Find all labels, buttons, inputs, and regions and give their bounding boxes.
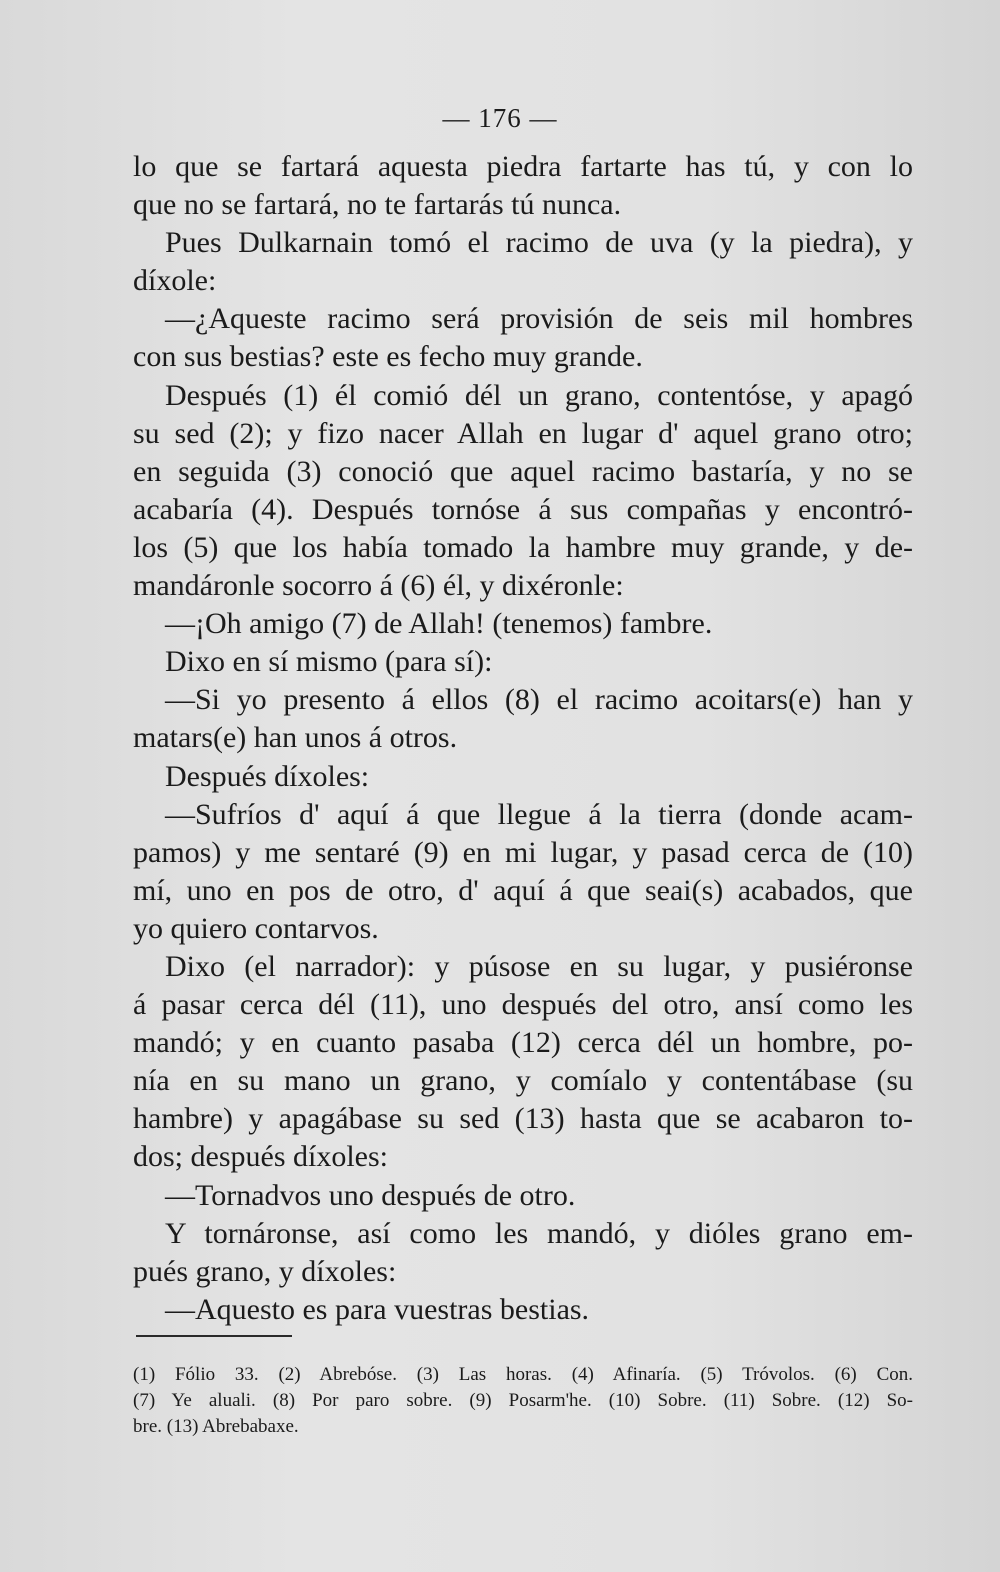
text-line: matars(e) han unos á otros. <box>133 721 458 755</box>
text-line: hambre) y apagábase su sed (13) hasta que se acabaron to- <box>133 1102 913 1136</box>
text-line: acabaría (4). Después tornóse á sus compañas y encontró- <box>133 492 913 526</box>
footnotes <box>133 1362 913 1440</box>
text-line: —Tornadvos uno después de otro. <box>165 1178 576 1212</box>
text-line: —¡Oh amigo (7) de Allah! (tenemos) fambre. <box>165 607 713 641</box>
text-line: su sed (2); y fizo nacer Allah en lugar d' aquel grano otro; <box>133 416 913 450</box>
text-line: Y tornáronse, así como les mandó, y dióles grano em- <box>165 1216 913 1250</box>
text-line: pamos) y me sentaré (9) en mi lugar, y pasad cerca de (10) <box>133 835 913 869</box>
text-line: Después díxoles: <box>165 759 370 793</box>
text-line: —¿Aqueste racimo será provisión de seis mil hombres <box>165 302 913 336</box>
text-line: —Sufríos d' aquí á que llegue á la tierra (donde acam- <box>165 797 913 831</box>
footnote-line: (7) Ye aluali. (8) Por paro sobre. (9) Posarm'he. (10) Sobre. (11) Sobre. (12) So- <box>133 1390 913 1411</box>
body-text <box>133 148 913 1329</box>
footnote-divider <box>136 1335 292 1337</box>
text-line: mandó; y en cuanto pasaba (12) cerca dél un hombre, po- <box>133 1026 913 1060</box>
text-line: Pues Dulkarnain tomó el racimo de uva (y la piedra), y <box>165 226 913 260</box>
footnote-line: (1) Fólio 33. (2) Abrebóse. (3) Las horas. (4) Afinaría. (5) Tróvolos. (6) Con. <box>133 1364 913 1385</box>
text-line: —Si yo presento á ellos (8) el racimo acoitars(e) han y <box>165 683 913 717</box>
text-line: Dixo (el narrador): y púsose en su lugar, y pusiéronse <box>165 949 913 983</box>
text-line: —Aquesto es para vuestras bestias. <box>165 1292 590 1326</box>
text-line: pués grano, y díxoles: <box>133 1254 397 1288</box>
text-line: que no se fartará, no te fartarás tú nunca. <box>133 188 622 222</box>
text-line: mí, uno en pos de otro, d' aquí á que seai(s) acabados, que <box>133 873 913 907</box>
text-line: lo que se fartará aquesta piedra fartarte has tú, y con lo <box>133 150 913 183</box>
text-line: en seguida (3) conoció que aquel racimo bastaría, y no se <box>133 454 913 488</box>
text-line: á pasar cerca dél (11), uno después del otro, ansí como les <box>133 988 913 1022</box>
text-line: los (5) que los había tomado la hambre muy grande, y de- <box>133 530 913 564</box>
text-line: díxole: <box>133 264 217 298</box>
text-line: mandáronle socorro á (6) él, y dixéronle: <box>133 569 624 603</box>
text-line: yo quiero contarvos. <box>133 911 379 945</box>
text-line: dos; después díxoles: <box>133 1140 388 1174</box>
page-number: — 176 — <box>442 103 558 133</box>
text-line: Dixo en sí mismo (para sí): <box>165 645 493 679</box>
text-line: nía en su mano un grano, y comíalo y contentábase (su <box>133 1064 913 1098</box>
text-line: con sus bestias? este es fecho muy grande. <box>133 340 643 374</box>
text-line: Después (1) él comió dél un grano, contentóse, y apagó <box>165 378 913 412</box>
footnote-line: bre. (13) Abrebabaxe. <box>133 1416 299 1437</box>
